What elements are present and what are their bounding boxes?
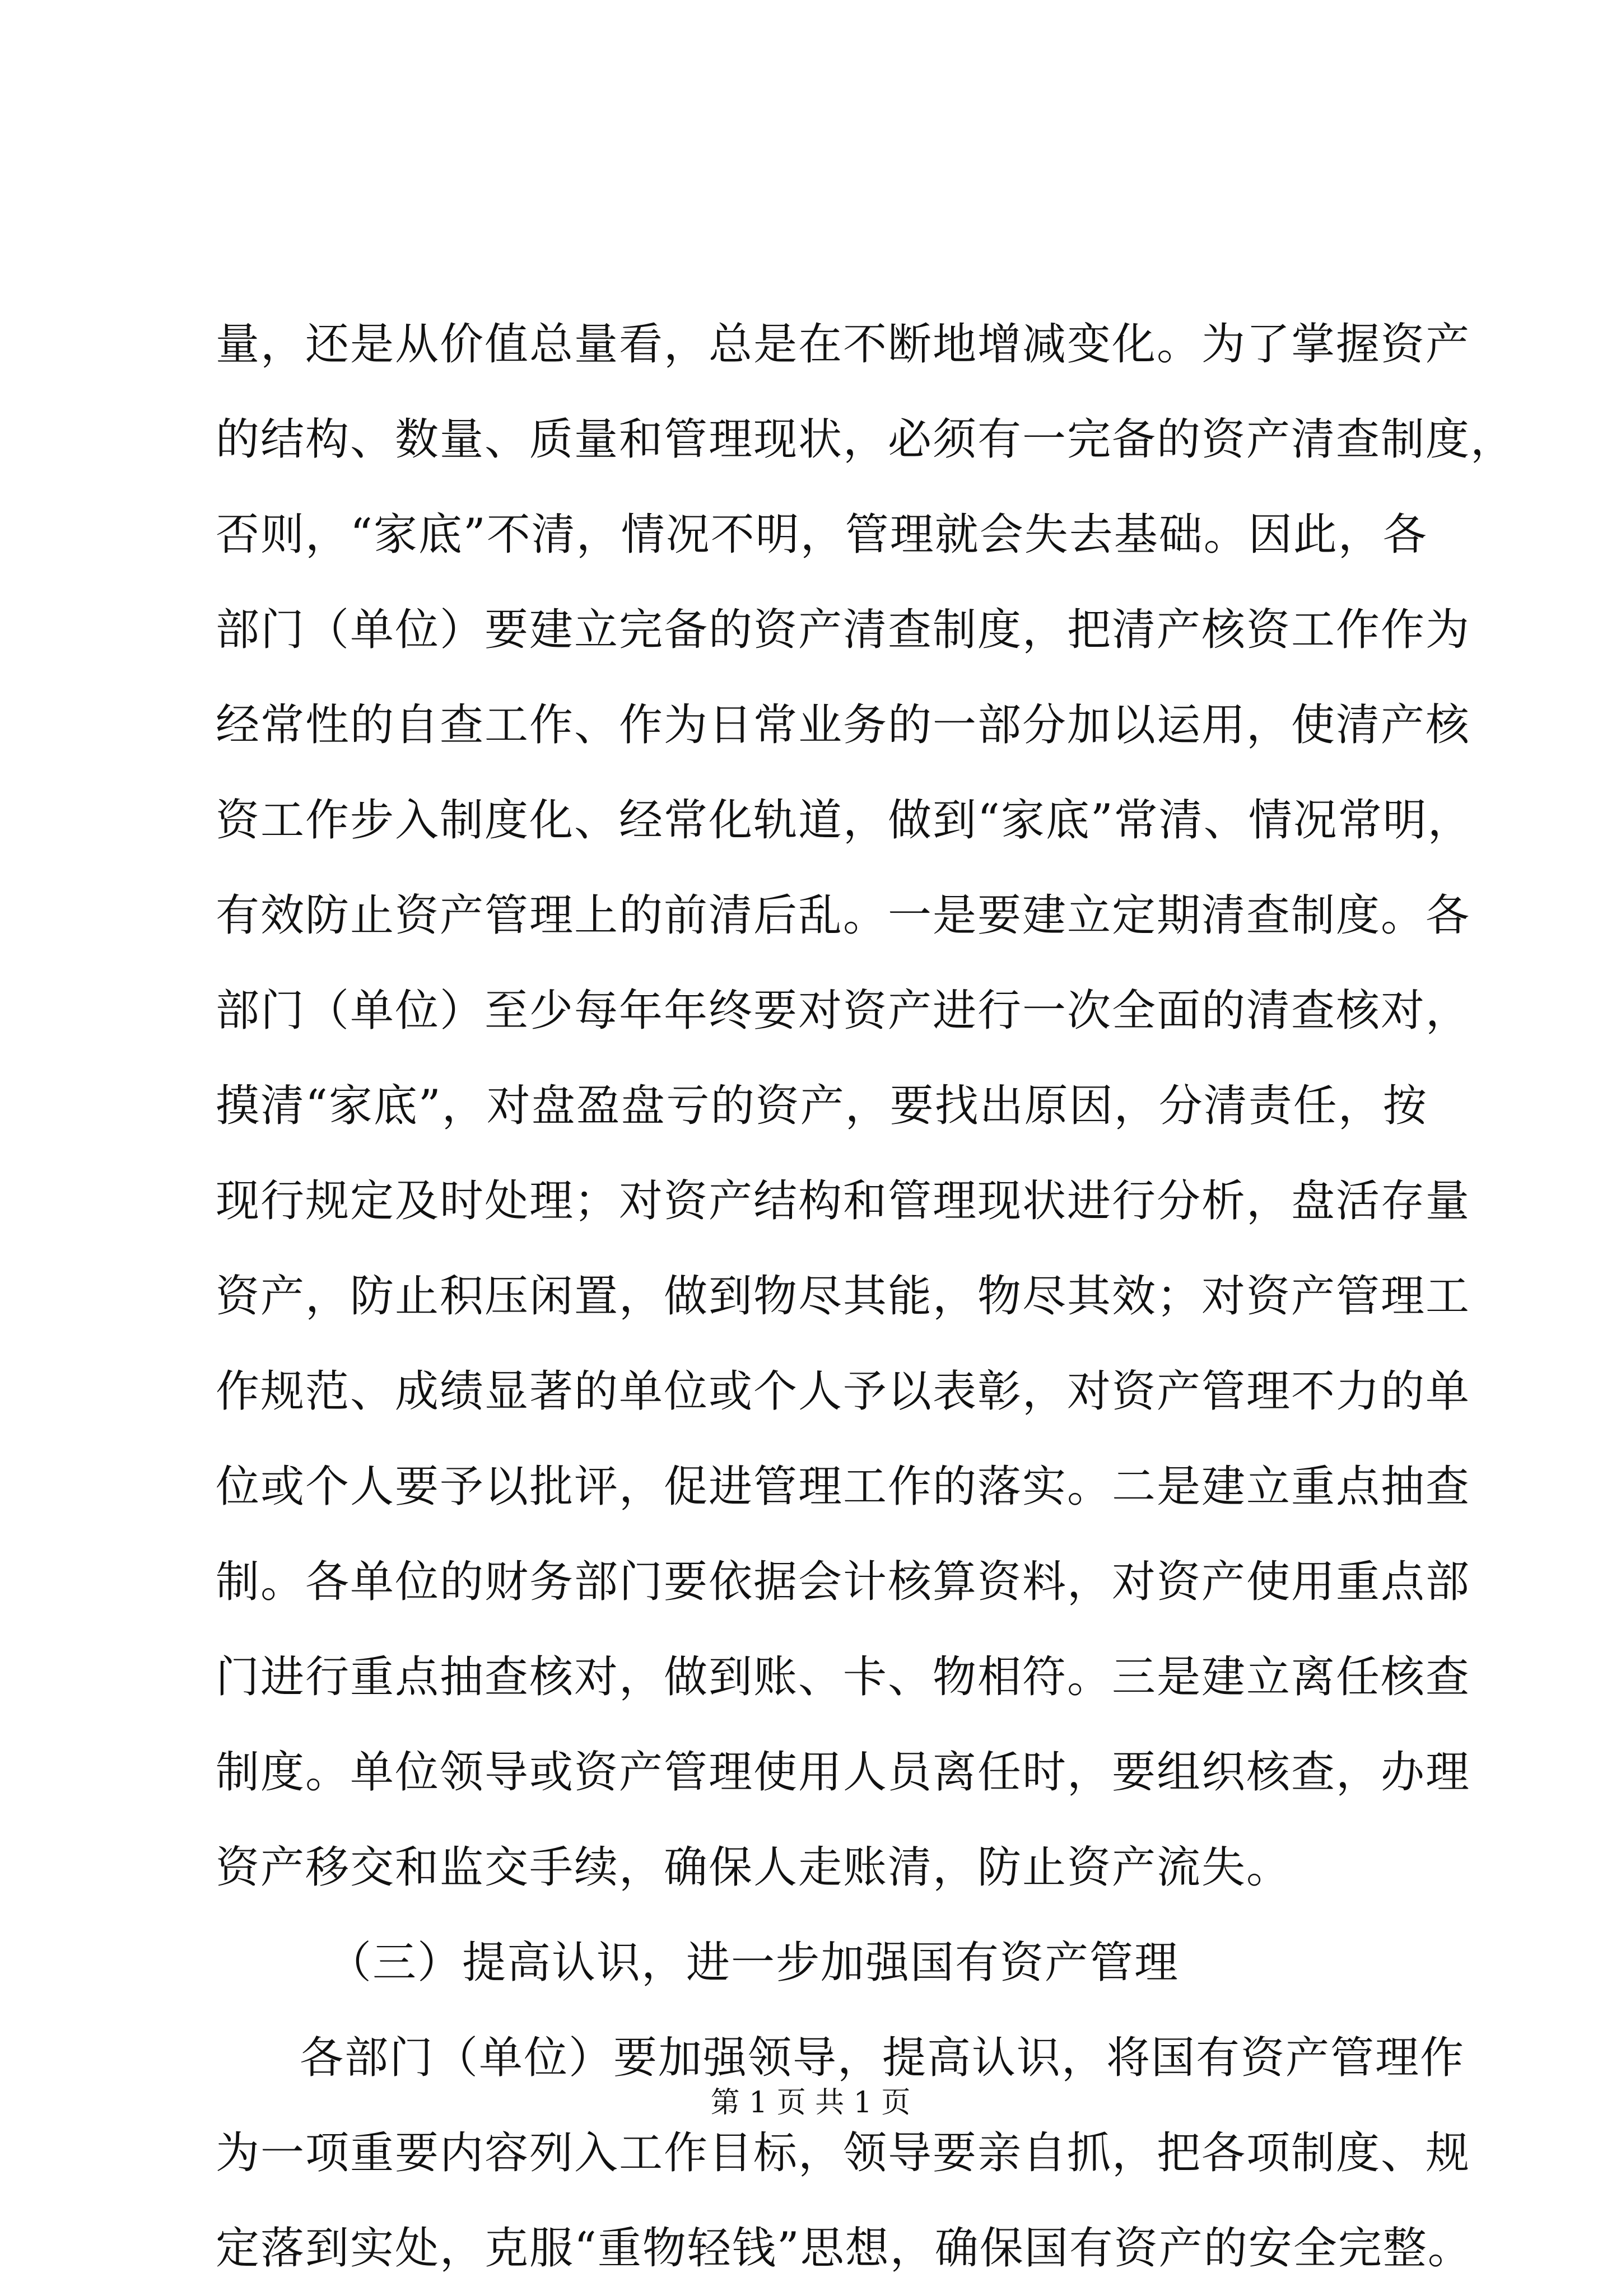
section-subheading: （三）提高认识，进一步加强国有资产管理 (328, 1938, 1180, 1988)
paragraph-line: 量，还是从价值总量看，总是在不断地增减变化。为了掌握资产 (216, 319, 1471, 370)
page-number-footer: 第 1 页 共 1 页 (710, 2086, 911, 2120)
paragraph-line-last: 资产移交和监交手续，确保人走账清，防止资产流失。 (216, 1842, 1292, 1893)
paragraph-line: 部门（单位）至少每年年终要对资产进行一次全面的清查核对， (216, 986, 1471, 1036)
paragraph-line: 现行规定及时处理；对资产结构和管理现状进行分析，盘活存量 (216, 1176, 1471, 1226)
paragraph-line: 为一项重要内容列入工作目标，领导要亲自抓，把各项制度、规 (216, 2128, 1471, 2178)
document-body (216, 297, 1516, 2296)
paragraph-line: 资产，防止积压闲置，做到物尽其能，物尽其效；对资产管理工 (216, 1271, 1471, 1322)
paragraph-line: 定落到实处，克服“重物轻钱”思想，确保国有资产的安全完整。 (216, 2223, 1473, 2274)
paragraph-line: 经常性的自查工作、作为日常业务的一部分加以运用，使清产核 (216, 700, 1471, 750)
paragraph-line: 摸清“家底”，对盘盈盘亏的资产，要找出原因，分清责任，按 (216, 1081, 1428, 1131)
paragraph-line: 资工作步入制度化、经常化轨道，做到“家底”常清、情况常明， (216, 795, 1473, 846)
paragraph-line: 制度。单位领导或资产管理使用人员离任时，要组织核查，办理 (216, 1747, 1471, 1798)
paragraph-line: 门进行重点抽查核对，做到账、卡、物相符。三是建立离任核查 (216, 1652, 1471, 1702)
paragraph-line: 位或个人要予以批评，促进管理工作的落实。二是建立重点抽查 (216, 1462, 1471, 1512)
paragraph-line-first: 各部门（单位）要加强领导，提高认识，将国有资产管理作 (300, 2033, 1465, 2083)
paragraph-line: 部门（单位）要建立完备的资产清查制度，把清产核资工作作为 (216, 605, 1471, 655)
paragraph-line: 的结构、数量、质量和管理现状，必须有一完备的资产清查制度， (216, 414, 1516, 465)
paragraph-line: 制。各单位的财务部门要依据会计核算资料，对资产使用重点部 (216, 1557, 1471, 1607)
paragraph-line: 作规范、成绩显著的单位或个人予以表彰，对资产管理不力的单 (216, 1366, 1471, 1417)
paragraph-line: 有效防止资产管理上的前清后乱。一是要建立定期清查制度。各 (216, 890, 1471, 941)
paragraph-line: 否则，“家底”不清，情况不明，管理就会失去基础。因此，各 (216, 510, 1428, 560)
